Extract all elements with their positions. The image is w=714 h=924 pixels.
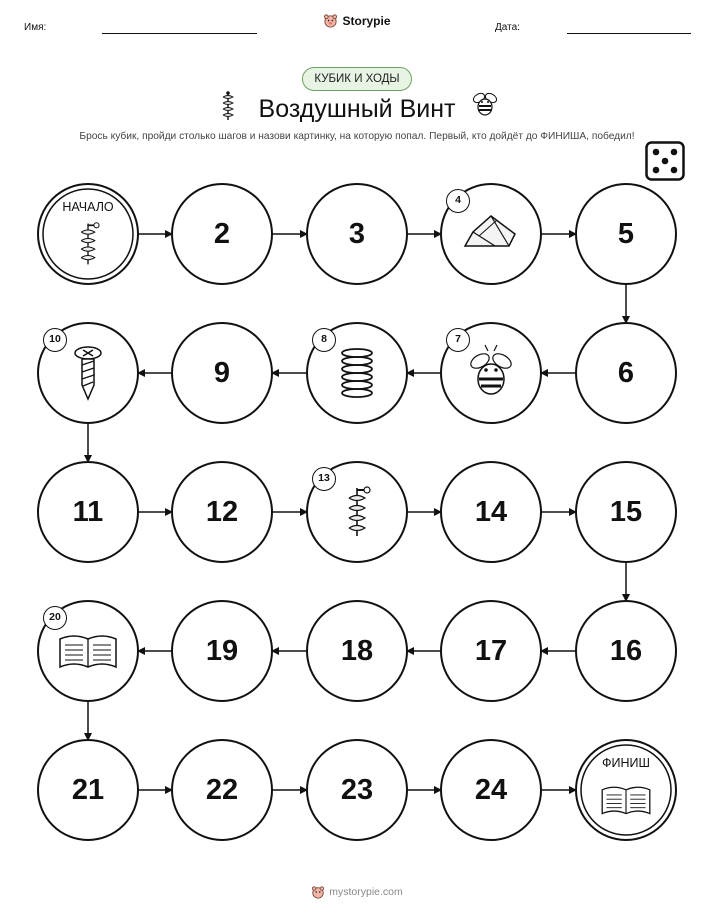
cell-number: 11 xyxy=(72,496,104,528)
cell-number: 21 xyxy=(71,774,105,806)
board-cell-1 xyxy=(38,184,138,284)
cell-number-badge: 13 xyxy=(312,467,336,491)
storypie-mascot-icon xyxy=(311,885,325,899)
board-cell-25 xyxy=(576,740,676,840)
date-label: Дата: xyxy=(495,22,520,33)
page-title: Воздушный Винт xyxy=(258,95,456,123)
cell-number-badge: 20 xyxy=(43,606,67,630)
cell-number: 19 xyxy=(205,635,239,667)
book-icon xyxy=(602,787,650,813)
cell-number-badge: 7 xyxy=(446,328,470,352)
cell-number-badge: 4 xyxy=(446,189,470,213)
footer xyxy=(0,885,714,899)
finish-label: ФИНИШ xyxy=(602,756,650,770)
cell-number: 22 xyxy=(205,774,239,806)
brand-name: Storypie xyxy=(342,13,391,28)
cell-number: 15 xyxy=(609,496,643,528)
cell-number: 6 xyxy=(617,357,635,389)
book-icon xyxy=(60,636,116,667)
activity-tag: КУБИК И ХОДЫ xyxy=(302,67,412,91)
name-label: Имя: xyxy=(24,22,47,33)
cell-number: 14 xyxy=(474,496,508,528)
cell-number: 23 xyxy=(340,774,374,806)
cell-number: 5 xyxy=(617,218,635,250)
instructions: Брось кубик, пройди столько шагов и назови картинку, на которую попал. Первый, кто дойдёт до ФИНИША, победил! xyxy=(79,131,635,142)
cell-number: 17 xyxy=(474,635,508,667)
start-label: НАЧАЛО xyxy=(62,200,114,214)
cell-number: 24 xyxy=(474,774,508,806)
cell-number: 2 xyxy=(213,218,231,250)
cell-number: 12 xyxy=(205,496,239,528)
cell-number: 9 xyxy=(213,357,231,389)
cell-number: 3 xyxy=(348,218,366,250)
footer-url[interactable]: mystorypie.com xyxy=(329,886,403,898)
cell-number-badge: 10 xyxy=(43,328,67,352)
cell-number: 16 xyxy=(609,635,643,667)
cell-number: 18 xyxy=(340,635,374,667)
cell-number-badge: 8 xyxy=(312,328,336,352)
